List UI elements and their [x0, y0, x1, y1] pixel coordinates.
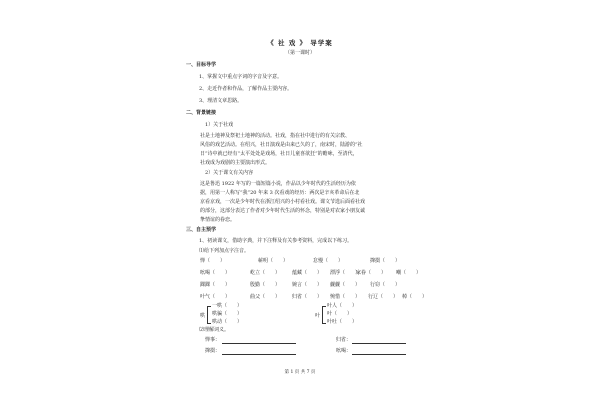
pinyin-cell: 叶气（ ） — [200, 294, 231, 300]
vocab-answer-line[interactable] — [222, 343, 296, 344]
para-line: 京看京戏，一次是少年时代在浙江绍兴的小村看社戏。课文节选后面看社戏 — [200, 199, 366, 205]
para-line: 日”诗中就已经有“太平处处是戏场，社日儿童喜欲狂”的瞻咏，至清代， — [200, 151, 358, 157]
group-b-label: 叶 — [315, 313, 321, 319]
pinyin-cell: 婉言（ ） — [292, 282, 323, 288]
pinyin-cell: 棹（ ） — [402, 294, 428, 300]
pinyin-cell: 曲父（ ） — [250, 294, 281, 300]
para-line: 这是鲁迅 1922 年写的一篇短篇小说，作品以少年时代的生活经历为依 — [200, 181, 356, 187]
pinyin-cell: 归省（ ） — [292, 294, 323, 300]
vocab-answer-line[interactable] — [352, 343, 406, 344]
section1-heading: 一、目标导学 — [186, 62, 217, 68]
group-b-brace — [322, 306, 326, 324]
pinyin-cell: 家眷（ ） — [356, 270, 387, 276]
para-line: 的部分，这部分表达了作者对少年时代生活的怀念，特别是对农家小朋友诚 — [200, 208, 366, 214]
group-a-brace — [207, 306, 211, 324]
group-b-item: 叶（ ） — [327, 311, 353, 317]
page-footer: 第 1 页 共 7 页 — [284, 370, 316, 375]
vocab-label: 归省： — [336, 337, 352, 343]
section3-q2: ⑵理解词义。 — [199, 327, 230, 333]
section2-para1 — [200, 132, 363, 168]
section1-item: 3、理清文章思路。 — [199, 98, 243, 104]
section1-item: 2、走近作者和作品，了解作品主要内容。 — [199, 86, 293, 92]
document-title: 《 社 戏 》 导学案 — [267, 39, 333, 47]
group-a-item: 哄动（ ） — [212, 319, 243, 325]
pinyin-cell: 怠慢（ ） — [313, 258, 344, 264]
pinyin-cell: 屹立（ ） — [250, 270, 281, 276]
para-line: 社戏成为戏剧的主要演出形式。 — [200, 160, 271, 166]
group-a-item: 一哄（ ） — [212, 303, 243, 309]
pinyin-cell: 踝踝（ ） — [200, 282, 231, 288]
section2-sub1: 1）关于社戏 — [205, 122, 234, 128]
pinyin-cell: 漂浮（ ） — [330, 270, 361, 276]
section2-heading: 二、背景链接 — [186, 110, 217, 116]
pinyin-cell: 吆喝（ ） — [200, 270, 231, 276]
vocab-label: 撺掇： — [205, 348, 221, 354]
group-a-item: 哄骗（ ） — [212, 311, 243, 317]
para-line: 据，用第一人称写“我”20 年来 3 次看戏的经历：两次是辛亥革命后在北 — [200, 190, 360, 196]
pinyin-cell: 觑觑（ ） — [330, 282, 361, 288]
para-line: 风俗的戏艺活动。在绍兴，社日演戏是由来已久的了，南宋时，陆游的“社 — [200, 142, 363, 148]
section2-para2 — [200, 180, 365, 225]
pinyin-cell: 蕲明（ ） — [258, 258, 289, 264]
vocab-label: 惮事： — [205, 337, 221, 343]
para-line: 挚情谊的眷恋。 — [200, 217, 236, 223]
vocab-answer-line[interactable] — [352, 354, 406, 355]
group-b-item: 叶人（ ） — [327, 303, 358, 309]
pinyin-cell: 行窃（ ） — [370, 282, 401, 288]
pinyin-cell: 嘲（ ） — [396, 270, 422, 276]
pinyin-cell: 惮（ ） — [200, 258, 226, 264]
pinyin-cell: 殷勤（ ） — [250, 282, 281, 288]
document-subtitle: （第一课时） — [284, 50, 315, 56]
para-line: 社是土地神及祭祀土地神的活动。社戏，指在社中进行的有关宗教、 — [200, 133, 351, 139]
vocab-label: 吆喝： — [336, 348, 352, 354]
section3-intro: 1、初读课文，借助字典，并下注释及有关参考资料，完成以下练习。 — [199, 238, 353, 244]
section1-item: 1、掌握文中重点字词的字音及字意。 — [199, 74, 283, 80]
section2-sub2: 2）关于课文有关内容 — [205, 170, 254, 176]
pinyin-cell: 行辽（ ） — [368, 294, 399, 300]
group-a-label: 哄 — [200, 313, 206, 319]
group-b-item: 叶吐（ ） — [327, 319, 358, 325]
pinyin-cell: 惋惜（ ） — [330, 294, 361, 300]
pinyin-cell: 蕴藏（ ） — [292, 270, 323, 276]
vocab-answer-line[interactable] — [222, 354, 296, 355]
section3-heading: 三、自主预学 — [186, 227, 217, 233]
section3-q1: ⑴给下列加点字注音。 — [199, 248, 250, 254]
pinyin-cell: 撺掇（ ） — [370, 258, 401, 264]
